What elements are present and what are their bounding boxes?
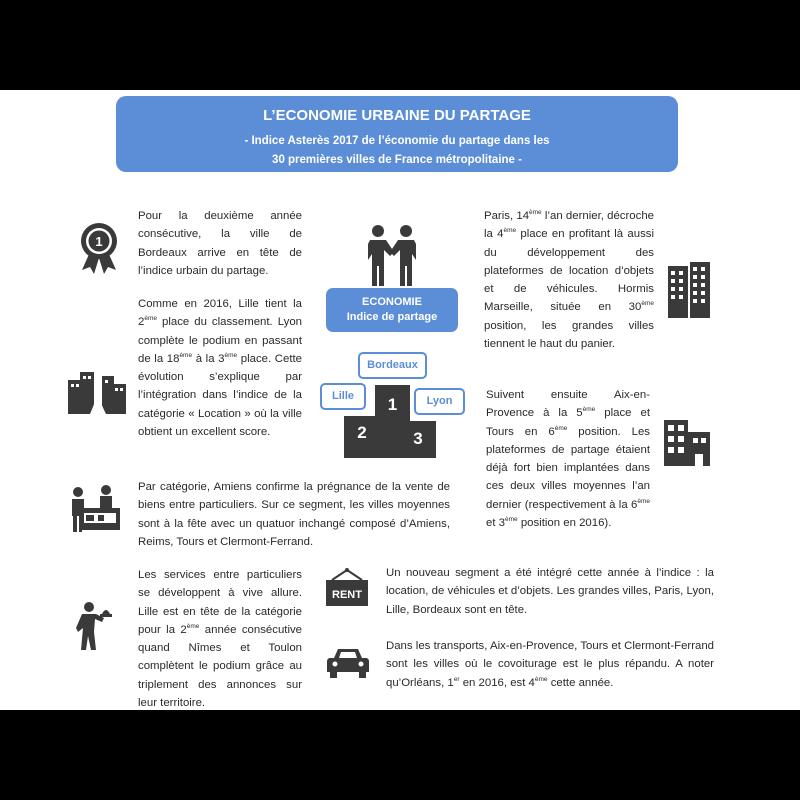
city-bordeaux: Bordeaux [358,352,427,379]
podium-first: 1 [375,385,410,458]
indice-label: Indice de partage [346,311,438,323]
rent-label: RENT [332,589,362,601]
office-building-icon [664,420,710,466]
skyscrapers-icon [666,262,712,318]
paragraph-location: Un nouveau segment a été intégré cette année à l’indice : la location, de véhicules et d’objets. Les grandes villes, Paris, Lyon, Lille, Bordeaux sont en tête. [386,567,714,616]
paragraph-lille-lyon: Comme en 2016, Lille tient la 2ème place du classement. Lyon complète le podium en passant de la 18ème à la 3ème place. Cette évolution s’explique par l’intégration dans l’indice de la catégorie « Location » où la ville obtient un excellent score. [138,298,302,439]
medal-icon [78,222,120,274]
paragraph-paris: Paris, 14ème l’an dernier, décroche la 4ème place en profitant là aussi du développement des plateformes de location d’objets et de véhicules. Hormis Marseille, située en 30ème position, les grandes villes tiennent le haut du panier. [484,209,654,351]
service-waiter-icon [74,600,116,650]
paragraph-bordeaux: Pour la deuxième année consécutive, la ville de Bordeaux arrive en tête de l’indice urbain du partage. [138,210,302,277]
rent-sign-icon [324,568,370,608]
subtitle-line-2: 30 premières villes de France métropolitaine - [272,154,522,166]
market-stall-icon [66,484,122,534]
page [0,90,800,710]
subtitle-line-1: - Indice Asterès 2017 de l’économie du partage dans les [244,135,550,147]
page-title: L’ECONOMIE URBAINE DU PARTAGE [263,107,531,124]
paragraph-aix-tours: Suivent ensuite Aix-en-Provence à la 5ème place et Tours en 6ème position. Les plateformes de partage étaient déjà fort bien implantées dans ces deux villes moyennes l’an dernier (respectivement à la 6ème et 3ème position en 2016). [486,389,651,530]
page-subtitle [116,132,678,170]
medal-number: 1 [95,234,103,249]
podium-third: 3 [400,421,436,458]
paragraph-transports: Dans les transports, Aix-en-Provence, Tours et Clermont-Ferrand sont les villes où le covoiturage est le plus répandu. A noter qu’Orléans, 1er en 2016, est 4ème cette année. [386,640,714,689]
paragraph-categorie: Par catégorie, Amiens confirme la prégnance de la vente de biens entre particuliers. Sur ce segment, les villes moyennes sont à la fête avec un quatuor inchangé composé d’Amiens, Reims, Tours et Clermont-Ferrand. [138,481,450,548]
city-lille: Lille [320,383,366,410]
economie-box [326,288,458,332]
city-road-icon [68,370,126,414]
city-lyon: Lyon [414,388,465,415]
handshake-icon [364,224,420,286]
podium-second: 2 [344,416,380,458]
paragraph-services: Les services entre particuliers se développent à vive allure. Lille est en tête de la catégorie pour la 2ème année consécutive quand Nîmes et Toulon complètent le podium grâce au triplement des annonces sur leur territoire. [138,569,303,710]
car-icon [326,646,370,680]
header-banner [116,96,678,172]
economie-label: ECONOMIE [362,296,422,308]
